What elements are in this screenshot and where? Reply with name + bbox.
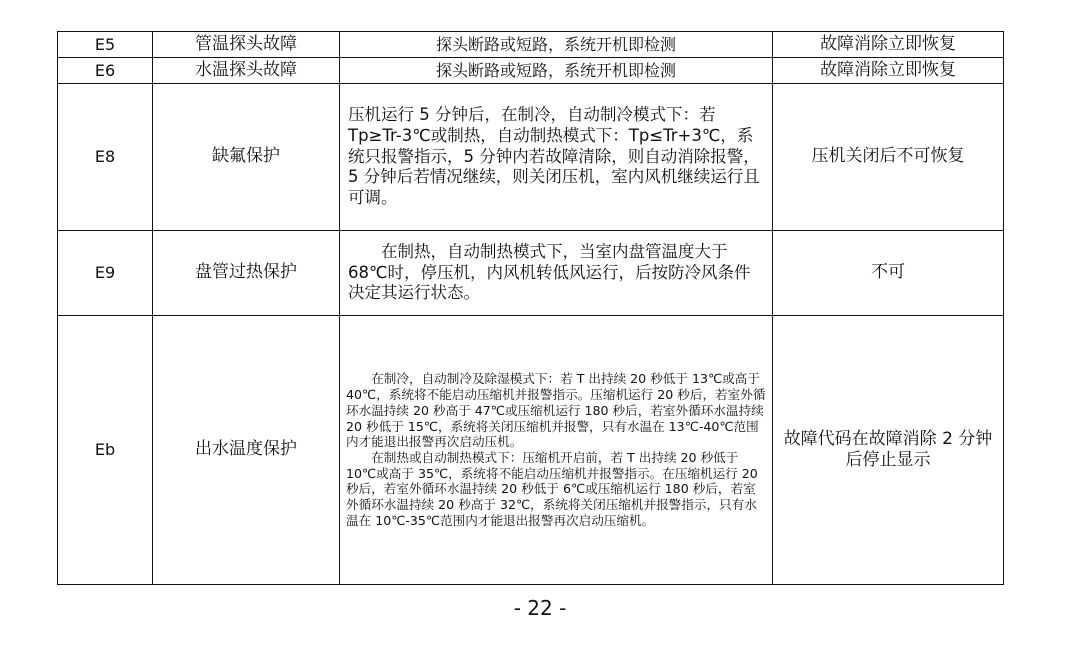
table-row-e5 xyxy=(58,32,1004,58)
fault-recovery: 故障消除立即恢复 xyxy=(773,32,1004,58)
fault-code: E6 xyxy=(58,58,153,84)
table-row-e8 xyxy=(58,84,1004,231)
fault-code: E5 xyxy=(58,32,153,58)
table-row-e6 xyxy=(58,58,1004,84)
fault-name: 水温探头故障 xyxy=(153,58,340,84)
fault-condition: 探头断路或短路，系统开机即检测 xyxy=(340,58,773,84)
fault-condition: 在制热，自动制热模式下，当室内盘管温度大于 68℃时，停压机，内风机转低风运行，后按防冷风条件决定其运行状态。 xyxy=(348,242,751,303)
fault-condition-cell xyxy=(340,231,773,316)
fault-recovery: 故障消除立即恢复 xyxy=(773,58,1004,84)
fault-name: 管温探头故障 xyxy=(153,32,340,58)
table-row-eb xyxy=(58,316,1004,585)
fault-condition: 压机运行 5 分钟后，在制冷，自动制冷模式下：若 Tp≥Tr-3℃或制热，自动制热模式下：Tp≤Tr+3℃，系统只报警指示，5 分钟内若故障清除，则自动消除报警，5 分钟后若情况继续，则关闭压机，室内风机继续运行且可调。 xyxy=(340,84,773,231)
fault-name: 盘管过热保护 xyxy=(153,231,340,316)
fault-recovery: 故障代码在故障消除 2 分钟后停止显示 xyxy=(773,316,1004,585)
fault-condition: 探头断路或短路，系统开机即检测 xyxy=(340,32,773,58)
fault-condition-cell xyxy=(340,316,773,585)
fault-name: 缺氟保护 xyxy=(153,84,340,231)
fault-code: E9 xyxy=(58,231,153,316)
table-row-e9 xyxy=(58,231,1004,316)
fault-recovery: 压机关闭后不可恢复 xyxy=(773,84,1004,231)
page-number: - 22 - xyxy=(513,596,567,620)
fault-code: E8 xyxy=(58,84,153,231)
fault-name: 出水温度保护 xyxy=(153,316,340,585)
fault-code-table xyxy=(57,31,1004,585)
fault-code: Eb xyxy=(58,316,153,585)
fault-condition-heating: 在制热或自动制热模式下：压缩机开启前，若 T 出持续 20 秒低于 10℃或高于 35℃，系统将不能启动压缩机并报警指示。在压缩机运行 20 秒后，若室外循环水温持续 20 秒低于 6℃或压缩机运行 180 秒后，若室外循环水温持续 20 秒高于 32℃，系统将关闭压缩机并报警指示，只有水温在 10℃-35℃范围内才能退出报警再次启动压缩机。 xyxy=(346,450,758,528)
fault-condition-cooling: 在制冷，自动制冷及除湿模式下：若 T 出持续 20 秒低于 13℃或高于 40℃，系统将不能启动压缩机并报警指示。压缩机运行 20 秒后，若室外循环水温持续 20 秒高于 47℃或压缩机运行 180 秒后，若室外循环水温持续 20 秒低于 15℃，系统将关闭压缩机并报警，只有水温在 13℃-40℃范围内才能退出报警再次启动压机。 xyxy=(346,371,766,450)
fault-recovery: 不可 xyxy=(773,231,1004,316)
